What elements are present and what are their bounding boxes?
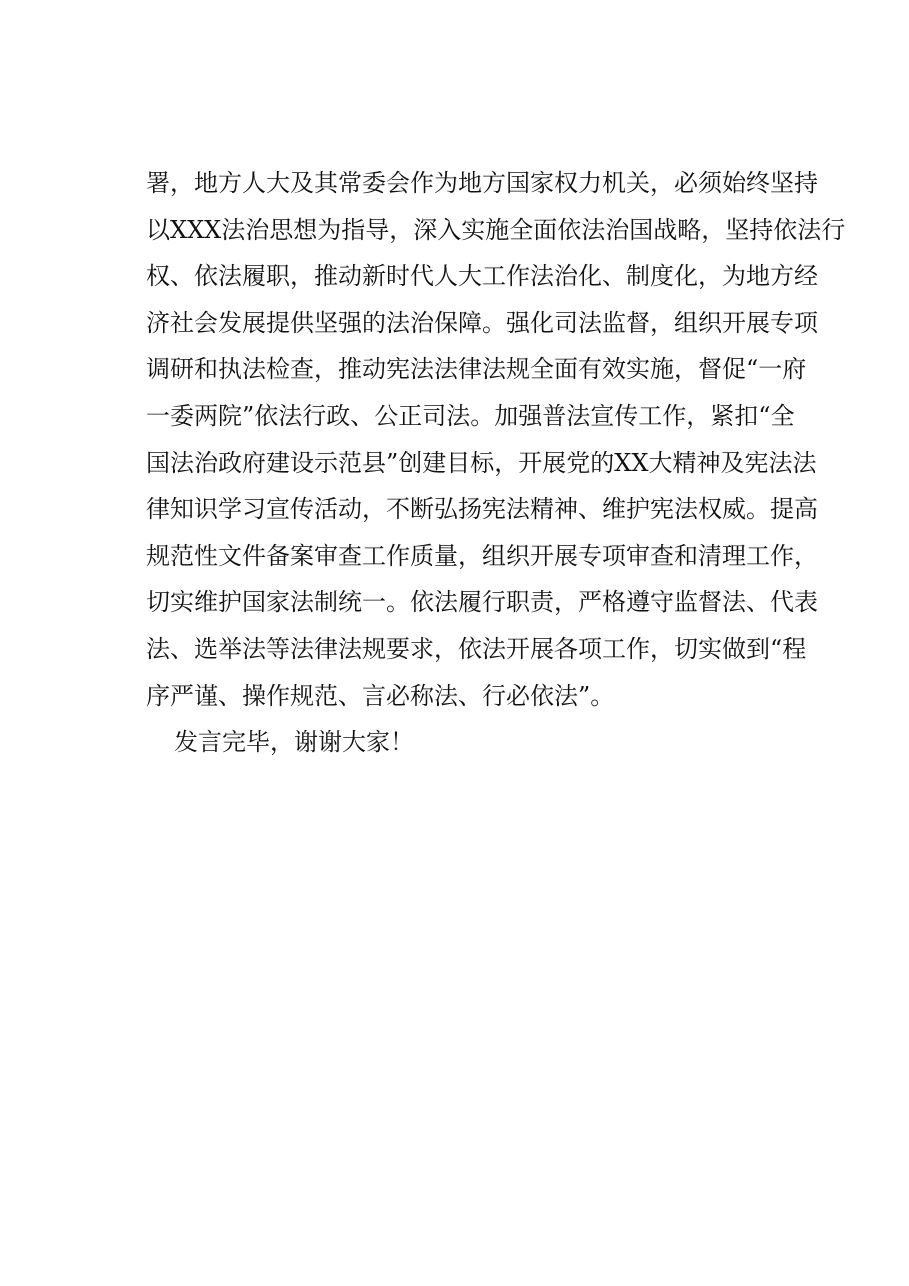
paragraph-line: 以XXX法治思想为指导，深入实施全面依法治国战略，坚持依法行 [146,215,846,244]
paragraph-line: 调研和执法检查，推动宪法法律法规全面有效实施，督促“一府 [146,355,807,384]
paragraph-line: 法、选举法等法律法规要求，依法开展各项工作，切实做到“程 [146,634,807,663]
paragraph-line: 权、依法履职，推动新时代人大工作法治化、制度化，为地方经 [146,262,818,291]
paragraph-line: 国法治政府建设示范县”创建目标，开展党的XX大精神及宪法法 [146,448,817,477]
paragraph-line: 一委两院”依法行政、公正司法。加强普法宣传工作，紧扣“全 [146,401,795,430]
body-text [146,160,846,766]
paragraph-line: 济社会发展提供坚强的法治保障。强化司法监督，组织开展专项 [146,308,818,337]
closing-remark: 发言完毕，谢谢大家！ [174,728,414,757]
paragraph-line: 署，地方人大及其常委会作为地方国家权力机关，必须始终坚持 [146,169,818,197]
paragraph-line: 序严谨、操作规范、言必称法、行必依法”。 [146,681,615,710]
paragraph-line: 切实维护国家法制统一。依法履行职责，严格遵守监督法、代表 [146,588,818,617]
paragraph-line: 规范性文件备案审查工作质量，组织开展专项审查和清理工作， [146,541,818,570]
paragraph-line: 律知识学习宣传活动，不断弘扬宪法精神、维护宪法权威。提高 [146,495,818,524]
